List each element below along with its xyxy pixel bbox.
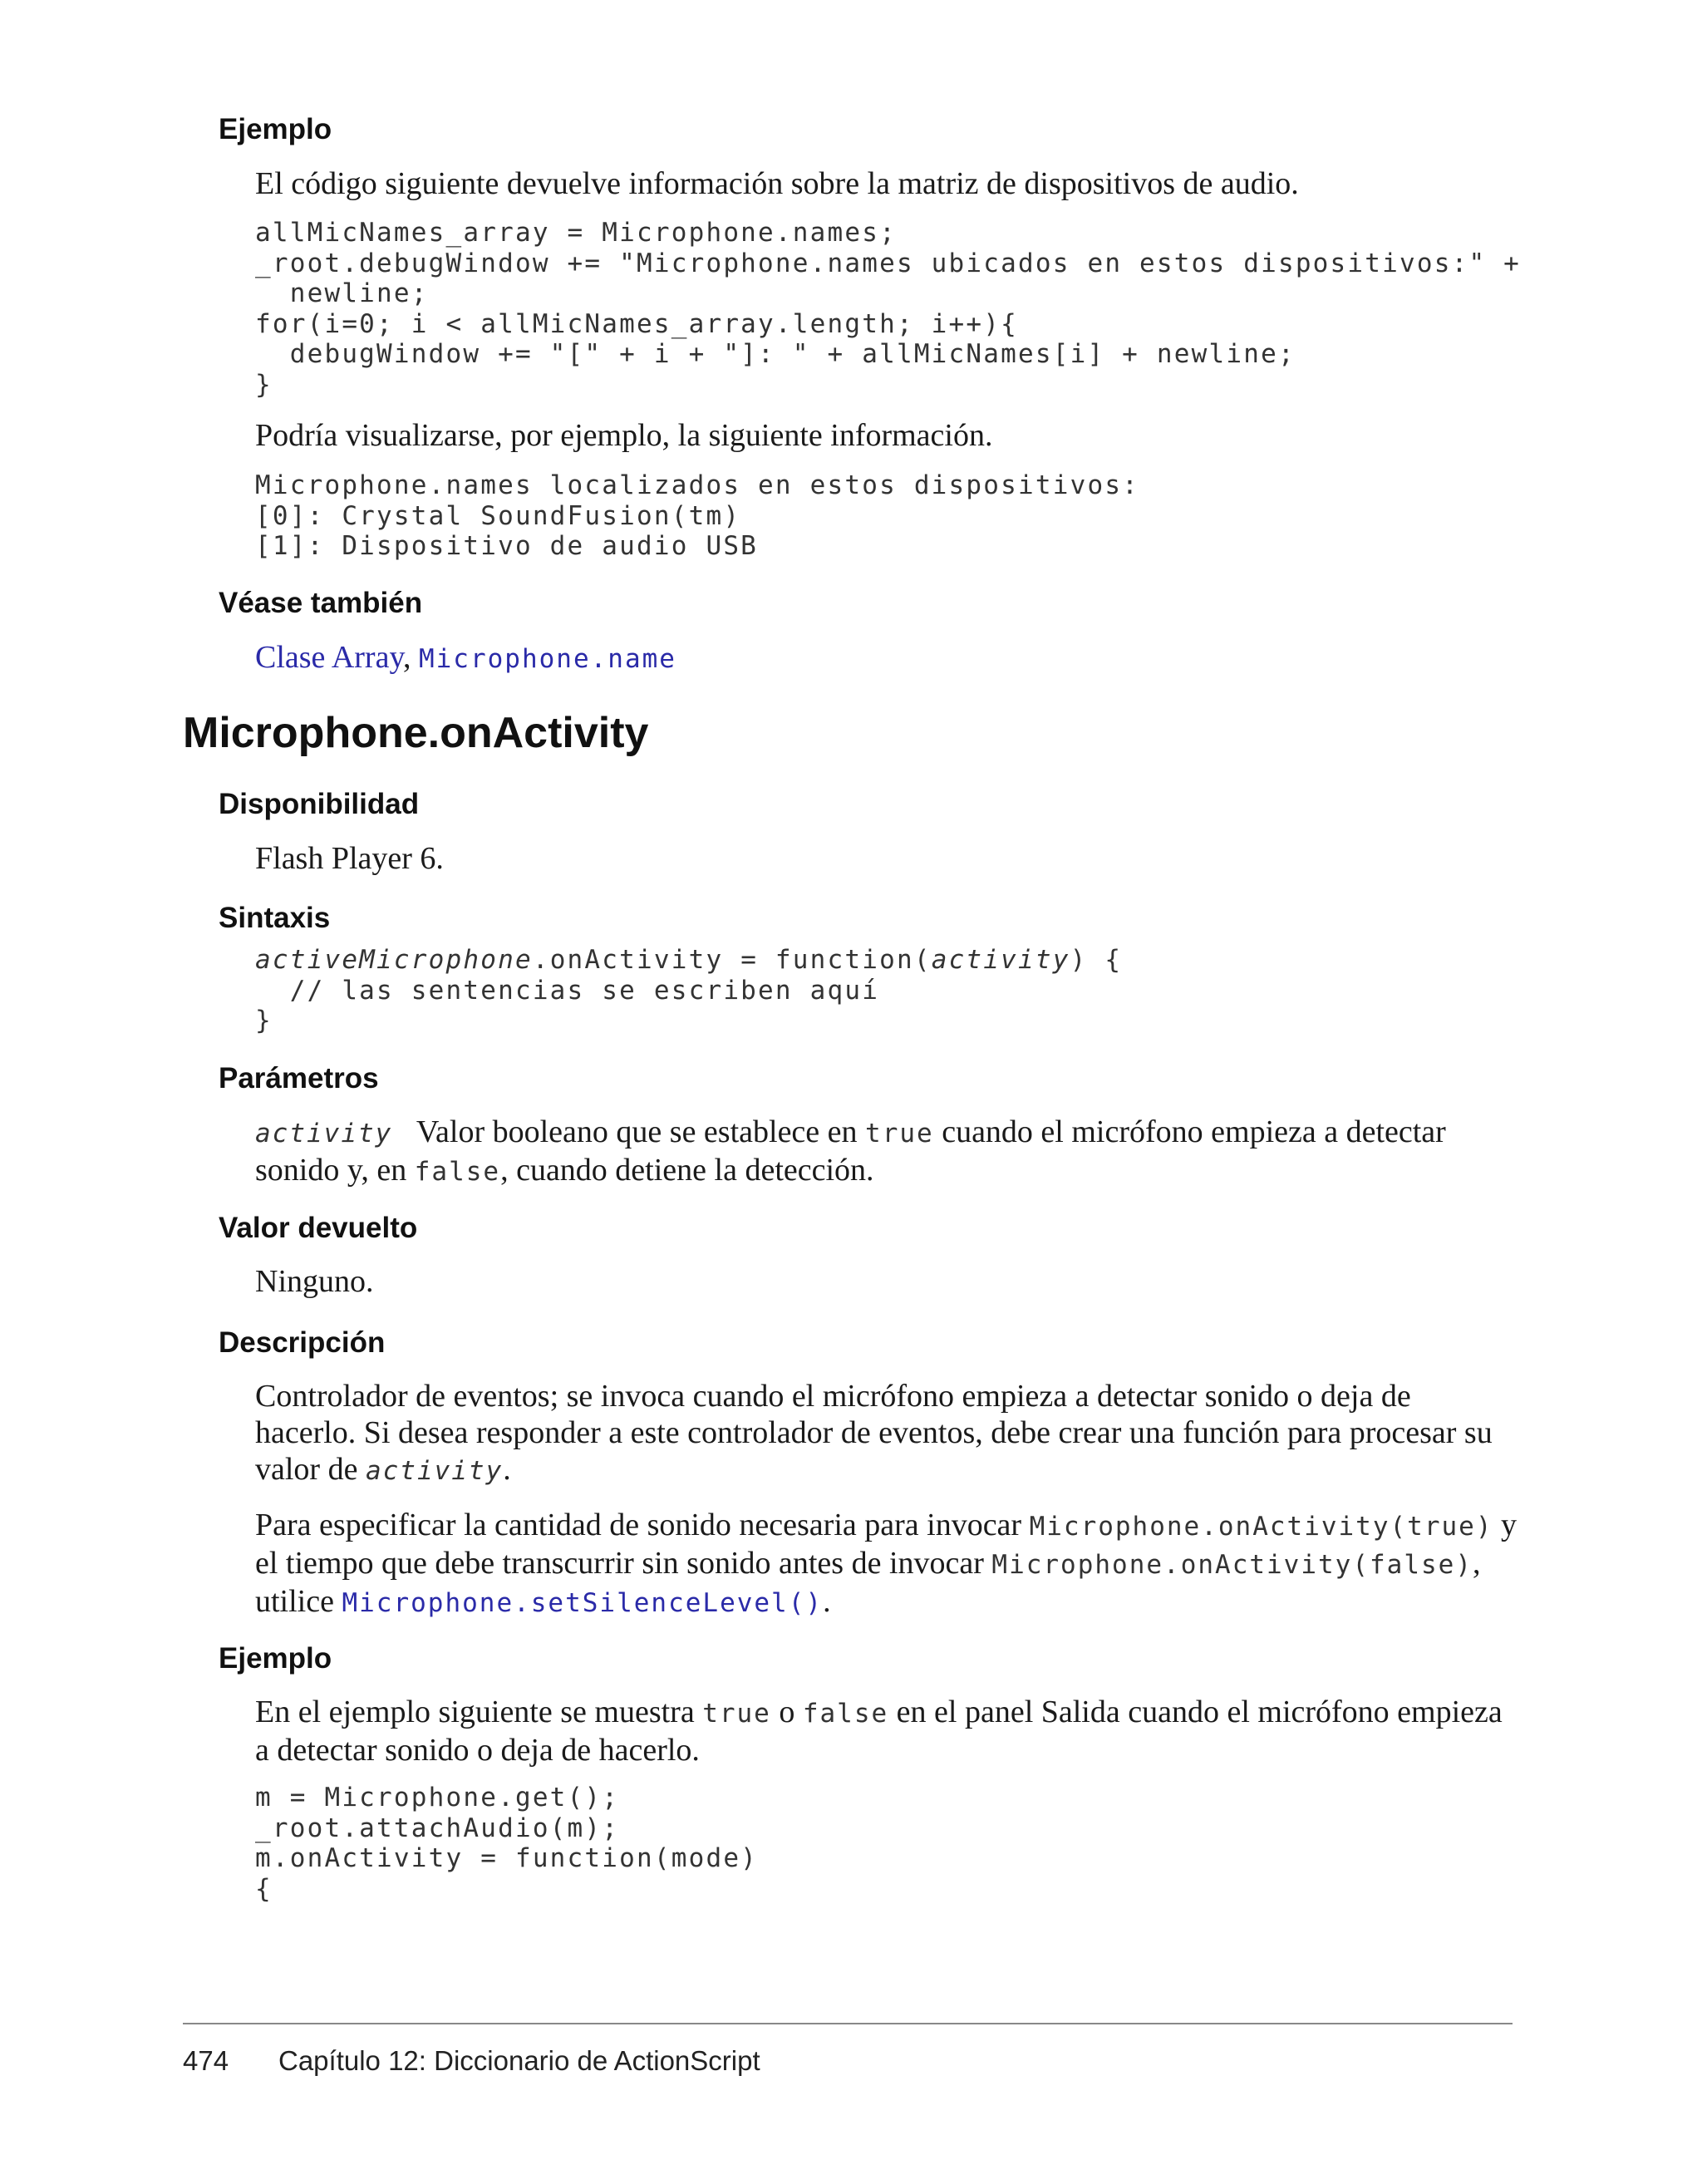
code-false: false <box>414 1157 501 1187</box>
code-line: debugWindow += "[" + i + "]: " + allMicNames[i] + newline; <box>255 339 1296 369</box>
code-line: [0]: Crystal SoundFusion(tm) <box>255 500 741 531</box>
code-true: true <box>865 1119 934 1149</box>
output-intro: Podría visualizarse, por ejemplo, la siguiente información. <box>255 418 993 453</box>
availability-heading: Disponibilidad <box>219 788 420 820</box>
see-also-heading: Véase también <box>219 587 423 619</box>
syntax-heading: Sintaxis <box>219 902 331 934</box>
description-heading: Descripción <box>219 1326 386 1359</box>
code-line: m = Microphone.get(); <box>255 1783 620 1813</box>
chapter-title: Capítulo 12: Diccionario de ActionScript <box>278 2045 760 2076</box>
code-activity: activity <box>365 1456 504 1486</box>
example2-intro <box>255 1694 1518 1768</box>
parameters-heading: Parámetros <box>219 1062 379 1094</box>
desc-text: Controlador de eventos; se invoca cuando el micrófono empieza a detectar sonido o deja de hacerlo. Si desea responder a este controlador de eventos, debe crear una función para procesar su valor de <box>255 1379 1493 1487</box>
microphone-name-link[interactable]: Microphone.name <box>418 644 676 674</box>
code-line: allMicNames_array = Microphone.names; <box>255 218 897 248</box>
code-line: _root.debugWindow += "Microphone.names ubicados en estos dispositivos:" + <box>255 248 1522 278</box>
code-false: false <box>802 1699 889 1729</box>
example-text: o <box>770 1695 803 1729</box>
code-line: // las sentencias se escriben aquí <box>255 975 880 1006</box>
description-paragraph-2 <box>255 1507 1518 1621</box>
code-line: } <box>255 369 273 400</box>
availability-text: Flash Player 6. <box>255 841 444 876</box>
code-line: Microphone.names localizados en estos dispositivos: <box>255 470 1140 500</box>
returns-heading: Valor devuelto <box>219 1212 418 1244</box>
code-onactivity-true: Microphone.onActivity(true) <box>1029 1512 1493 1542</box>
code-true: true <box>702 1699 771 1729</box>
footer-divider <box>183 2023 1513 2024</box>
entry-title: Microphone.onActivity <box>183 709 649 757</box>
syntax-end: ) { <box>1070 945 1123 975</box>
desc-text: . <box>503 1452 511 1487</box>
description-paragraph-1 <box>255 1378 1518 1489</box>
page-number: 474 <box>183 2045 229 2076</box>
code-onactivity-false: Microphone.onActivity(false) <box>991 1550 1473 1580</box>
param-desc-part: cuando el micrófono empieza a detectar sonido y, en <box>255 1114 1446 1188</box>
code-line: _root.attachAudio(m); <box>255 1813 620 1843</box>
code-line: for(i=0; i < allMicNames_array.length; i++){ <box>255 308 1018 339</box>
code-line: { <box>255 1873 273 1904</box>
syntax-mid: .onActivity = function( <box>532 945 932 975</box>
example2-heading: Ejemplo <box>219 1642 332 1675</box>
desc-text: . <box>823 1584 831 1619</box>
returns-text: Ninguno. <box>255 1264 374 1299</box>
param-desc-part: Valor booleano que se establece en <box>416 1114 866 1149</box>
syntax-param: activity <box>931 945 1070 975</box>
syntax-object: activeMicrophone <box>255 945 533 975</box>
parameters-text <box>255 1114 1518 1190</box>
output-code-block <box>255 470 1139 562</box>
code-line: newline; <box>255 278 429 308</box>
code-line: m.onActivity = function(mode) <box>255 1843 759 1873</box>
example-text: en el panel Salida cuando el micrófono empieza a detectar sonido o deja de hacerlo. <box>255 1695 1503 1768</box>
param-name: activity <box>255 1119 393 1149</box>
example-heading: Ejemplo <box>219 113 332 145</box>
syntax-code-block <box>255 945 1122 1036</box>
param-desc-part: , cuando detiene la detección. <box>500 1153 874 1188</box>
desc-text: Para especificar la cantidad de sonido necesaria para invocar <box>255 1508 1030 1542</box>
code-line: } <box>255 1006 273 1035</box>
see-also-links <box>255 639 1518 677</box>
code-line: [1]: Dispositivo de audio USB <box>255 531 759 561</box>
desc-text: y el tiempo que debe transcurrir sin sonido antes de invocar <box>255 1508 1517 1581</box>
see-also-separator: , <box>402 640 419 675</box>
example-text: En el ejemplo siguiente se muestra <box>255 1695 703 1729</box>
example-intro: El código siguiente devuelve información sobre la matriz de dispositivos de audio. <box>255 166 1299 201</box>
array-class-link[interactable]: Clase Array <box>255 640 403 675</box>
setsilencelevel-link[interactable]: Microphone.setSilenceLevel() <box>342 1588 824 1618</box>
example-code-block <box>255 218 1521 400</box>
desc-text: , utilice <box>255 1546 1481 1619</box>
example2-code-block <box>255 1783 758 1904</box>
